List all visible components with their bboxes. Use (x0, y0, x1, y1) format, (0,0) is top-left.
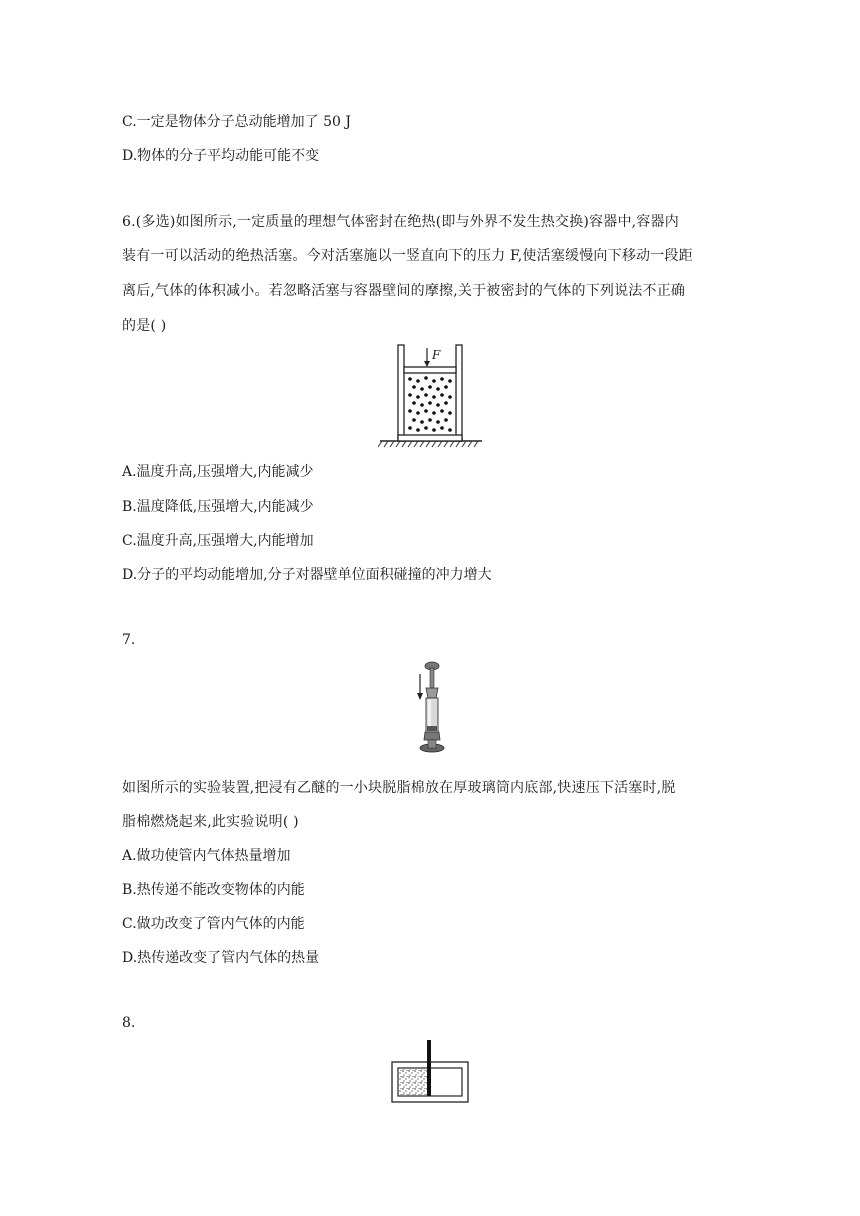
q6-option-d: D.分子的平均动能增加,分子对器壁单位面积碰撞的冲力增大 (122, 567, 492, 583)
q8-partition-box-figure (390, 1040, 470, 1104)
q7-stem-line-2: 脂棉燃烧起来,此实验说明( ) (122, 814, 299, 830)
q6-stem-line-2: 装有一可以活动的绝热活塞。今对活塞施以一竖直向下的压力 F,使活塞缓慢向下移动一段距 (122, 248, 693, 264)
q8-number: 8. (122, 1015, 136, 1031)
q7-option-a: A.做功使管内气体热量增加 (122, 848, 291, 864)
q6-piston-container-figure (378, 343, 484, 451)
q6-stem-line-1: 6.(多选)如图所示,一定质量的理想气体密封在绝热(即与外界不发生热交换)容器中,容器内 (122, 214, 679, 230)
q7-option-b: B.热传递不能改变物体的内能 (122, 882, 305, 898)
q6-option-c: C.温度升高,压强增大,内能增加 (122, 533, 314, 549)
q6-stem-line-3: 离后,气体的体积减小。若忽略活塞与容器壁间的摩擦,关于被密封的气体的下列说法不正确 (122, 283, 686, 299)
q5-option-d: D.物体的分子平均动能可能不变 (122, 148, 320, 164)
q6-stem-line-4: 的是( ) (122, 318, 167, 334)
q6-figure-force-label: F (432, 348, 441, 362)
q6-option-a: A.温度升高,压强增大,内能减少 (122, 464, 314, 480)
q5-option-c: C.一定是物体分子总动能增加了 50 J (122, 114, 351, 130)
q7-number: 7. (122, 632, 136, 648)
q7-fire-syringe-figure (412, 660, 448, 758)
q7-option-c: C.做功改变了管内气体的内能 (122, 916, 305, 932)
q7-option-d: D.热传递改变了管内气体的热量 (122, 950, 320, 966)
q7-stem-line-1: 如图所示的实验装置,把浸有乙醚的一小块脱脂棉放在厚玻璃筒内底部,快速压下活塞时,脱 (122, 780, 676, 796)
q6-option-b: B.温度降低,压强增大,内能减少 (122, 499, 314, 515)
